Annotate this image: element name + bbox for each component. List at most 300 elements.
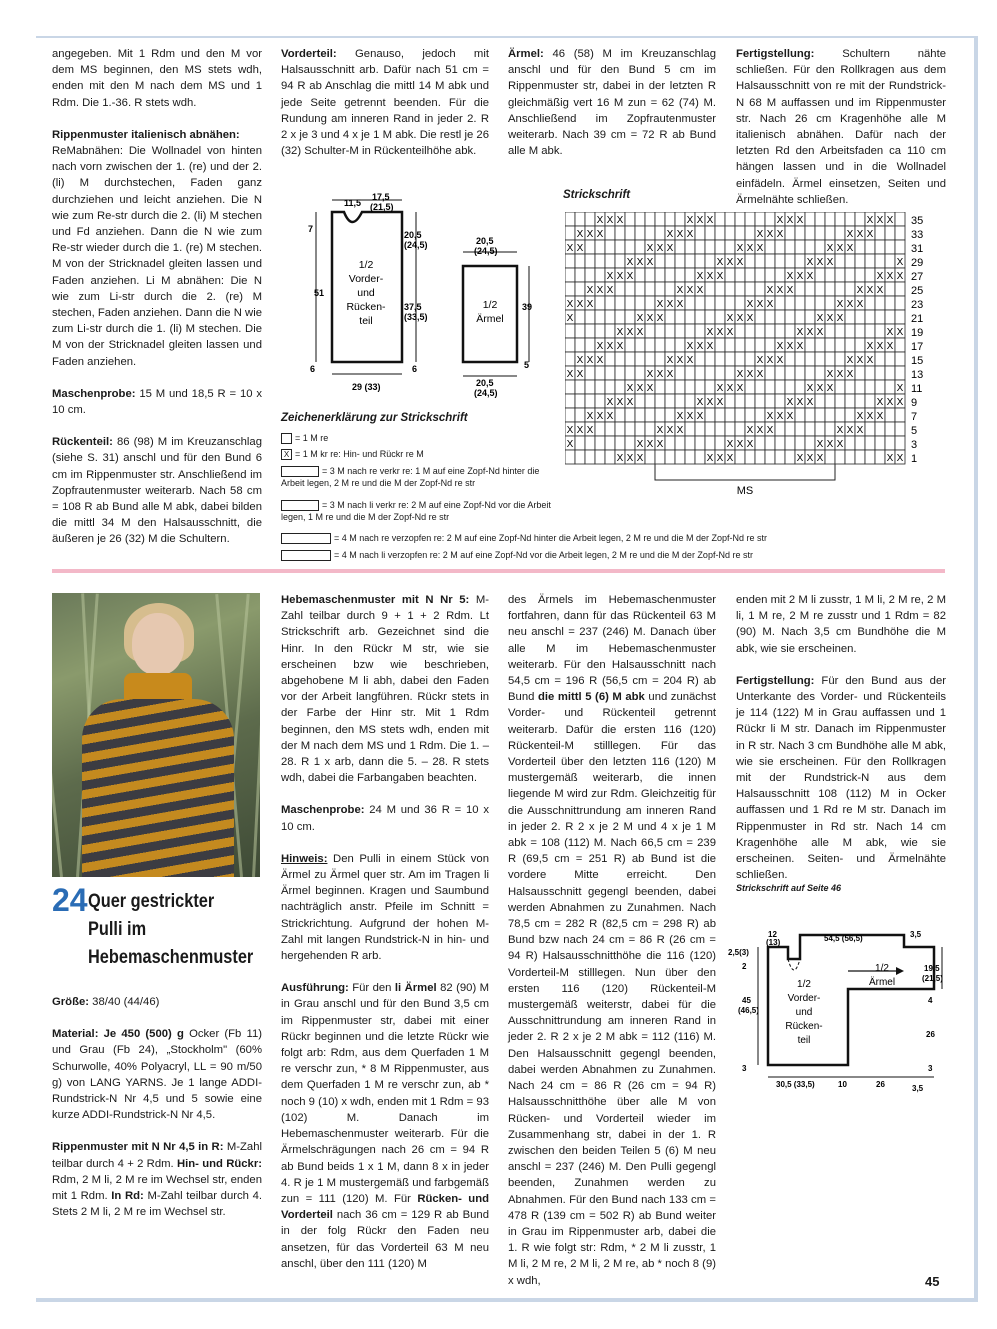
chart-cell	[815, 226, 825, 240]
chart-cell-symbol: X	[806, 257, 814, 268]
chart-cell	[675, 310, 685, 324]
chart-cell-symbol: X	[756, 369, 764, 380]
chart-cell-symbol: X	[696, 215, 704, 226]
chart-row-number: 9	[911, 397, 918, 409]
chart-cell	[645, 338, 655, 352]
chart-cell	[755, 338, 765, 352]
chart-cell	[625, 212, 635, 226]
chart-cell	[655, 268, 665, 282]
chart-cell	[855, 394, 865, 408]
chart-cell	[725, 240, 735, 254]
chart-cell	[635, 408, 645, 422]
chart-cell	[775, 310, 785, 324]
chart-cell-symbol: X	[836, 439, 844, 450]
chart-cell	[685, 380, 695, 394]
m-375-1: 37,5	[404, 302, 422, 312]
chart-cell-symbol: X	[676, 425, 684, 436]
chart-cell-symbol: X	[816, 327, 824, 338]
chart-cell-symbol: X	[826, 439, 834, 450]
svg-text:(21,5): (21,5)	[922, 974, 943, 983]
chart-cell	[745, 324, 755, 338]
chart-cell	[735, 268, 745, 282]
chart-cell	[755, 408, 765, 422]
chart-cell-symbol: X	[816, 383, 824, 394]
chart-cell	[825, 324, 835, 338]
chart-cell	[695, 422, 705, 436]
sleeve-label-2: Ärmel	[476, 313, 504, 325]
chart-cell	[835, 450, 845, 464]
chart-cell	[715, 436, 725, 450]
chart-cell-symbol: X	[746, 369, 754, 380]
chart-cell-symbol: X	[636, 257, 644, 268]
chart-cell-symbol: X	[876, 215, 884, 226]
chart-cell	[865, 394, 875, 408]
chart-cell	[725, 408, 735, 422]
chart-cell-symbol: X	[596, 229, 604, 240]
chart-cell-symbol: X	[716, 383, 724, 394]
page-number: 45	[925, 1274, 940, 1289]
chart-cell-symbol: X	[856, 299, 864, 310]
chart-cell	[675, 254, 685, 268]
chart-cell-symbol: X	[786, 271, 794, 282]
chart-cell	[785, 296, 795, 310]
chart-cell-symbol: X	[696, 271, 704, 282]
chart-cell-symbol: X	[876, 341, 884, 352]
chart-cell	[855, 240, 865, 254]
chart-cell	[705, 408, 715, 422]
chart-cell	[795, 352, 805, 366]
chart-cell	[625, 310, 635, 324]
chart-cell	[775, 366, 785, 380]
chart-cell	[805, 366, 815, 380]
chart-cell-symbol: X	[726, 383, 734, 394]
chart-cell-symbol: X	[706, 271, 714, 282]
chart-cell-symbol: X	[806, 383, 814, 394]
chart-cell	[575, 282, 585, 296]
chart-cell	[605, 254, 615, 268]
chart-cell	[565, 282, 575, 296]
chart-cell	[835, 212, 845, 226]
chart-cell	[835, 254, 845, 268]
chart-cell	[595, 268, 605, 282]
chart-row-number: 7	[911, 411, 918, 423]
chart-cell	[605, 352, 615, 366]
chart-cell-symbol: X	[636, 327, 644, 338]
s-bottom-1: 20,5	[476, 378, 494, 388]
chart-cell	[715, 408, 725, 422]
svg-text:30,5 (33,5): 30,5 (33,5)	[776, 1080, 815, 1089]
chart-cell	[735, 450, 745, 464]
chart-cell-symbol: X	[886, 215, 894, 226]
chart-cell	[745, 408, 755, 422]
chart-cell	[625, 282, 635, 296]
chart-cell	[615, 352, 625, 366]
chart-cell	[585, 254, 595, 268]
chart-cell	[865, 254, 875, 268]
chart-cell-symbol: X	[706, 327, 714, 338]
chart-cell	[845, 394, 855, 408]
chart-cell	[595, 436, 605, 450]
chart-cell-symbol: X	[896, 327, 904, 338]
chart-cell-symbol: X	[826, 383, 834, 394]
chart-cell	[735, 338, 745, 352]
chart-cell	[765, 212, 775, 226]
cross-right-3-icon	[281, 466, 319, 477]
chart-cell	[695, 352, 705, 366]
chart-cell	[885, 366, 895, 380]
chart-cell-symbol: X	[656, 439, 664, 450]
chart-cell	[625, 408, 635, 422]
chart-cell-symbol: X	[846, 369, 854, 380]
chart-cell	[805, 212, 815, 226]
m-205a-2: (24,5)	[404, 240, 428, 250]
chart-cell-symbol: X	[656, 299, 664, 310]
chart-cell	[765, 240, 775, 254]
chart-cell	[635, 240, 645, 254]
chart-cell	[665, 324, 675, 338]
groesse-text: 38/40 (44/46)	[92, 996, 160, 1008]
twisted-knit-symbol-icon: X	[281, 449, 292, 460]
chart-cell	[615, 380, 625, 394]
svg-text:2,5(3): 2,5(3)	[728, 948, 749, 957]
chart-cell	[855, 366, 865, 380]
chart-cell	[655, 282, 665, 296]
chart-row-number: 25	[911, 285, 924, 297]
chart-cell	[855, 324, 865, 338]
chart-cell-symbol: X	[576, 355, 584, 366]
chart-cell	[785, 352, 795, 366]
chart-cell	[865, 310, 875, 324]
chart-cell	[875, 450, 885, 464]
chart-row-number: 15	[911, 355, 924, 367]
cable-left-4-icon	[281, 550, 331, 561]
chart-cell-symbol: X	[626, 257, 634, 268]
sleeve-label-1: 1/2	[482, 299, 498, 311]
chart-cell	[735, 408, 745, 422]
chart-cell	[875, 240, 885, 254]
chart-cell	[685, 296, 695, 310]
chart-cell-symbol: X	[626, 397, 634, 408]
chart-cell-symbol: X	[666, 299, 674, 310]
chart-cell-symbol: X	[706, 215, 714, 226]
chart-cell	[675, 450, 685, 464]
chart-cell	[765, 338, 775, 352]
chart-cell	[675, 338, 685, 352]
chart-cell	[575, 338, 585, 352]
svg-text:und: und	[795, 1007, 813, 1018]
chart-cell	[655, 394, 665, 408]
hinweis-heading: Hinweis:	[281, 852, 328, 865]
top-column-3	[508, 46, 716, 175]
chart-cell	[755, 310, 765, 324]
chart-cell-symbol: X	[756, 299, 764, 310]
pattern-title: Quer gestrickter Pulli im Hebemaschenmuster	[88, 891, 254, 968]
maschenprobe-heading: Maschenprobe:	[52, 387, 136, 400]
chart-cell-symbol: X	[876, 285, 884, 296]
chart-cell	[585, 366, 595, 380]
chart-cell	[785, 254, 795, 268]
chart-cell-symbol: X	[856, 411, 864, 422]
chart-cell	[605, 366, 615, 380]
chart-cell-symbol: X	[706, 341, 714, 352]
chart-cell	[845, 338, 855, 352]
chart-cell	[795, 296, 805, 310]
chart-cell-symbol: X	[566, 243, 574, 254]
chart-cell-symbol: X	[716, 397, 724, 408]
chart-cell	[595, 380, 605, 394]
chart-cell	[595, 324, 605, 338]
chart-cell	[775, 268, 785, 282]
chart-cell	[705, 422, 715, 436]
chart-cell	[605, 296, 615, 310]
chart-cell	[625, 366, 635, 380]
chart-cell	[695, 366, 705, 380]
chart-cell-symbol: X	[766, 299, 774, 310]
chart-cell-symbol: X	[596, 355, 604, 366]
chart-cell	[705, 380, 715, 394]
chart-cell-symbol: X	[886, 453, 894, 464]
chart-cell	[735, 394, 745, 408]
bottom-column-4: enden mit 2 M li zusstr, 1 M li, 2 M re, 2 M li, 1 M re, 2 M re zusstr und 1 Rdm = 82 (90) M. Nach 3,5 cm Bundhöhe die M abk, wie sie erscheinen. Fertigstellung: Für den Bund aus der Unterkante des Vorder- und Rückenteils je 114 (122) M in Grau auffassen und 1 Rückr li M str. Danach im Rippenmuster in R str. Nach 3 cm Bundhöhe alle M abk, wie sie erscheinen. Für den Rollkragen mit der Rundstrick-N aus dem Halsausschnitt 108 (112) M in Ocker auffassen und 1 Rd re M str. Danach im Rippenmuster in Rd str. Nach 14 cm Kragenhöhe alle M abk, wie sie erscheinen. Seiten- und Ärmelnähte schließen.	[736, 594, 946, 882]
svg-text:teil: teil	[797, 1035, 811, 1046]
chart-cell	[775, 254, 785, 268]
svg-text:1/2: 1/2	[875, 963, 889, 974]
top-column-1	[52, 46, 262, 564]
chart-cell-symbol: X	[786, 411, 794, 422]
chart-cell	[775, 436, 785, 450]
chart-cell	[755, 324, 765, 338]
chart-cell	[845, 254, 855, 268]
chart-cell	[685, 366, 695, 380]
chart-cell-symbol: X	[626, 327, 634, 338]
chart-cell-symbol: X	[656, 425, 664, 436]
chart-cell	[635, 338, 645, 352]
m-375-2: (33,5)	[404, 312, 428, 322]
chart-cell-symbol: X	[606, 411, 614, 422]
chart-cell-symbol: X	[796, 397, 804, 408]
chart-cell-symbol: X	[646, 439, 654, 450]
chart-cell-symbol: X	[596, 215, 604, 226]
hebemaschen-heading: Hebemaschenmuster mit N Nr 5:	[281, 594, 470, 606]
chart-cell-symbol: X	[576, 369, 584, 380]
chart-cell-symbol: X	[606, 285, 614, 296]
chart-cell	[875, 296, 885, 310]
cross-left-3-icon	[281, 500, 319, 511]
chart-cell-symbol: X	[776, 215, 784, 226]
chart-cell-symbol: X	[786, 397, 794, 408]
chart-cell-symbol: X	[766, 229, 774, 240]
chart-cell	[665, 436, 675, 450]
chart-cell-symbol: X	[616, 271, 624, 282]
chart-cell	[705, 366, 715, 380]
chart-cell-symbol: X	[676, 299, 684, 310]
chart-cell-symbol: X	[686, 215, 694, 226]
chart-cell-symbol: X	[686, 411, 694, 422]
chart-cell-symbol: X	[866, 341, 874, 352]
chart-cell	[755, 436, 765, 450]
chart-cell	[725, 422, 735, 436]
chart-cell-symbol: X	[726, 257, 734, 268]
chart-cell	[745, 212, 755, 226]
chart-cell-symbol: X	[866, 285, 874, 296]
chart-cell	[795, 310, 805, 324]
chart-cell-symbol: X	[566, 425, 574, 436]
chart-cell	[655, 212, 665, 226]
chart-cell	[615, 240, 625, 254]
chart-cell	[675, 240, 685, 254]
schematic-top	[296, 192, 551, 400]
s-39: 39	[522, 302, 533, 312]
chart-cell-symbol: X	[806, 397, 814, 408]
chart-cell	[565, 394, 575, 408]
chart-cell	[895, 226, 905, 240]
chart-cell-symbol: X	[606, 271, 614, 282]
chart-cell	[755, 380, 765, 394]
chart-cell	[715, 338, 725, 352]
rueckenteil-text: 86 (98) M im Kreuzanschlag (siehe S. 31) anschl und für den Bund 6 cm im Rippenmuster str. Anschließend im Zopfrautenmuster weiterarb. Nach 58 cm = 108 R ab Bund alle M abk, dabei bilden die mittl 34 M den Halsausschnitt, die äußeren je 26 (32) M die Schultern.	[52, 436, 262, 546]
chart-cell	[675, 436, 685, 450]
chart-cell-symbol: X	[586, 425, 594, 436]
legend-item-2: X = 1 M kr re: Hin- und Rückr re M	[281, 448, 424, 460]
chart-cell	[785, 240, 795, 254]
chart-cell	[805, 408, 815, 422]
chart-cell-symbol: X	[576, 243, 584, 254]
chart-cell	[715, 366, 725, 380]
svg-text:(13): (13)	[766, 938, 781, 947]
chart-cell-symbol: X	[586, 355, 594, 366]
svg-text:19,5: 19,5	[924, 964, 940, 973]
chart-cell-symbol: X	[736, 257, 744, 268]
chart-cell-symbol: X	[596, 341, 604, 352]
chart-cell	[645, 450, 655, 464]
chart-cell	[885, 310, 895, 324]
chart-cell	[655, 324, 665, 338]
chart-cell	[895, 282, 905, 296]
chart-cell	[835, 324, 845, 338]
chart-cell-symbol: X	[686, 285, 694, 296]
chart-cell	[885, 282, 895, 296]
chart-cell-symbol: X	[646, 243, 654, 254]
chart-cell	[865, 268, 875, 282]
chart-cell-symbol: X	[596, 285, 604, 296]
chart-cell	[695, 380, 705, 394]
material-text: Ocker (Fb 11) und Grau (Fb 24), „Stockholm" (60% Schurwolle, 40% Polyacryl, LL = 90 m/50 g) von LANG YARNS. Je 1 lange ADDI-Rundstrick-N Nr 4,5 und 5 sowie eine kurze ADDI-Rundstrick-N Nr 4,5.	[52, 1028, 263, 1122]
chart-cell-symbol: X	[566, 369, 574, 380]
chart-cell-symbol: X	[846, 229, 854, 240]
body-label-2: Vorder-	[348, 273, 384, 285]
m-29: 29 (33)	[352, 382, 381, 392]
chart-cell	[585, 268, 595, 282]
vorderteil-text: Genauso, jedoch mit Halsausschnitt arb. Dafür nach 51 cm = 94 R ab Anschlag die mittl 14 M abk und jede Seite getrennt beenden. Für die Rundung am inneren Rand in jeder 2. R 2 x je 3 und 4 x je 1 M abk. Die restl je 26 (32) Schulter-M in Rückenteilhöhe abk.	[281, 48, 489, 158]
chart-cell	[875, 380, 885, 394]
aermel-heading: Ärmel:	[508, 48, 544, 60]
s-bottom-2: (24,5)	[474, 388, 498, 398]
chart-cell	[775, 240, 785, 254]
chart-cell	[875, 324, 885, 338]
chart-cell-symbol: X	[766, 285, 774, 296]
chart-cell	[665, 338, 675, 352]
body-label-3: und	[357, 287, 375, 299]
chart-cell	[825, 352, 835, 366]
chart-cell	[835, 352, 845, 366]
chart-cell	[735, 226, 745, 240]
chart-cell	[685, 254, 695, 268]
chart-cell-symbol: X	[566, 313, 574, 324]
chart-cell	[855, 450, 865, 464]
chart-cell	[605, 422, 615, 436]
chart-cell	[825, 268, 835, 282]
chart-cell-symbol: X	[886, 397, 894, 408]
chart-cell-symbol: X	[586, 299, 594, 310]
chart-cell	[585, 380, 595, 394]
chart-cell-symbol: X	[736, 369, 744, 380]
chart-cell	[735, 296, 745, 310]
chart-cell	[685, 394, 695, 408]
chart-cell	[835, 408, 845, 422]
chart-cell	[615, 310, 625, 324]
chart-cell-symbol: X	[646, 369, 654, 380]
chart-cell-symbol: X	[806, 271, 814, 282]
chart-cell	[725, 394, 735, 408]
chart-cell	[715, 422, 725, 436]
chart-cell	[575, 408, 585, 422]
chart-cell-symbol: X	[686, 355, 694, 366]
chart-cell-symbol: X	[696, 341, 704, 352]
chart-cell-symbol: X	[896, 453, 904, 464]
chart-cell	[615, 282, 625, 296]
chart-cell-symbol: X	[736, 313, 744, 324]
chart-cell-symbol: X	[736, 243, 744, 254]
chart-cell	[685, 324, 695, 338]
chart-cell-symbol: X	[766, 425, 774, 436]
vorderteil-heading: Vorderteil:	[281, 48, 337, 60]
chart-cell	[635, 422, 645, 436]
chart-row-number: 21	[911, 313, 924, 325]
chart-cell-symbol: X	[676, 411, 684, 422]
chart-cell	[815, 408, 825, 422]
chart-cell	[775, 296, 785, 310]
chart-cell-symbol: X	[666, 229, 674, 240]
chart-cell	[565, 226, 575, 240]
chart-cell	[675, 366, 685, 380]
chart-cell-symbol: X	[806, 327, 814, 338]
chart-cell	[695, 450, 705, 464]
chart-cell-symbol: X	[616, 327, 624, 338]
s-5: 5	[524, 360, 530, 370]
hebemaschen-text: M-Zahl teilbar durch 9 + 1 + 2 Rdm. Lt Strickschrift arb. Gezeichnet sind die Hinr. In den Rückr M str, wie sie erscheinen bzw wie beschrieben, abgehobene M li abh, dabei den Faden vor der Arbeit langführen. Rückr stets in der Farbe der Hinr str. Mit 1 Rdm beginnen, den MS stets wdh, enden mit der M nach dem MS und 1 Rdm. Die 1. – 28. R 1 x arb, dann die 5. – 28. R stets wdh, dabei die Farbangaben beachten.	[281, 594, 490, 785]
chart-cell-symbol: X	[676, 285, 684, 296]
chart-cell	[885, 296, 895, 310]
chart-cell	[845, 310, 855, 324]
chart-cell-symbol: X	[866, 215, 874, 226]
chart-cell	[895, 240, 905, 254]
chart-cell	[605, 240, 615, 254]
chart-cell	[715, 240, 725, 254]
chart-cell	[725, 282, 735, 296]
chart-cell	[765, 436, 775, 450]
s-top-2: (24,5)	[474, 246, 498, 256]
chart-cell	[745, 226, 755, 240]
chart-cell	[665, 450, 675, 464]
chart-cell-symbol: X	[656, 369, 664, 380]
chart-cell	[585, 338, 595, 352]
chart-cell	[575, 436, 585, 450]
chart-cell	[575, 394, 585, 408]
m-6a: 6	[310, 364, 316, 374]
chart-cell-symbol: X	[586, 411, 594, 422]
svg-text:10: 10	[838, 1080, 847, 1089]
chart-cell	[705, 436, 715, 450]
